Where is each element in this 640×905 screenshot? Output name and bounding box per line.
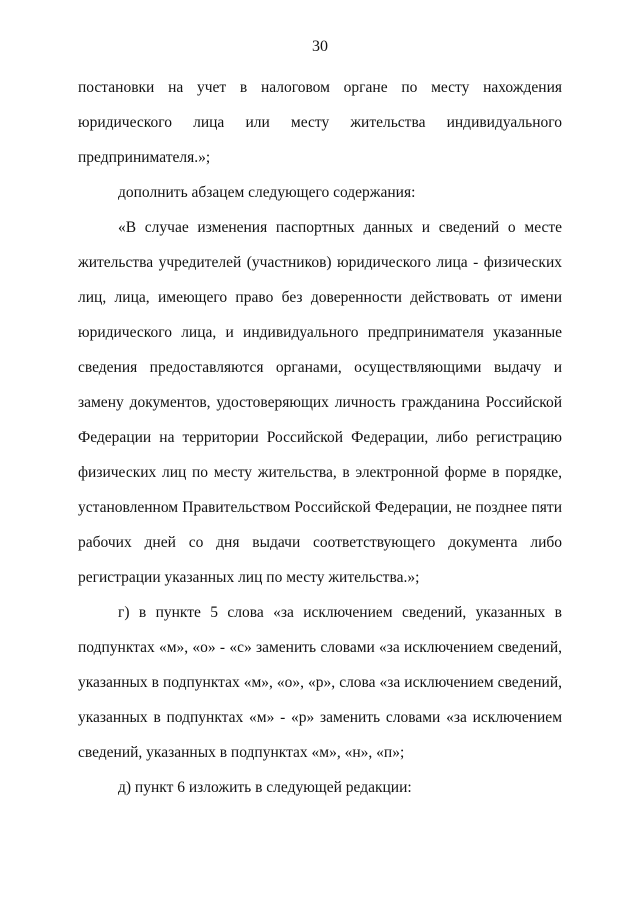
paragraph-continuation: постановки на учет в налоговом органе по месту нахождения юридического лица или месту жительства индивидуального предпринимателя.»;: [78, 79, 562, 166]
paragraph-item-d: д) пункт 6 изложить в следующей редакции:: [118, 779, 412, 796]
document-body: [78, 70, 562, 805]
page-number: 30: [312, 38, 328, 55]
paragraph-amendment-intro: дополнить абзацем следующего содержания:: [118, 184, 416, 201]
paragraph-quoted-text: «В случае изменения паспортных данных и сведений о месте жительства учредителей (участников) юридического лица - физических лиц, лица, имеющего право без доверенности действовать от имени юридического лица, и индивидуального предпринимателя указанные сведения предоставляются органами, осуществляющими выдачу и замену документов, удостоверяющих личность гражданина Российской Федерации на территории Российской Федерации, либо регистрацию физических лиц по месту жительства, в электронной форме в порядке, установленном Правительством Российской Федерации, не позднее пяти рабочих дней со дня выдачи соответствующего документа либо регистрации указанных лиц по месту жительства.»;: [78, 219, 562, 586]
paragraph-item-g: г) в пункте 5 слова «за исключением сведений, указанных в подпунктах «м», «о» - «с» заменить словами «за исключением сведений, указанных в подпунктах «м», «о», «р», слова «за исключением сведений, указанных в подпунктах «м» - «р» заменить словами «за исключением сведений, указанных в подпунктах «м», «н», «п»;: [78, 604, 562, 761]
